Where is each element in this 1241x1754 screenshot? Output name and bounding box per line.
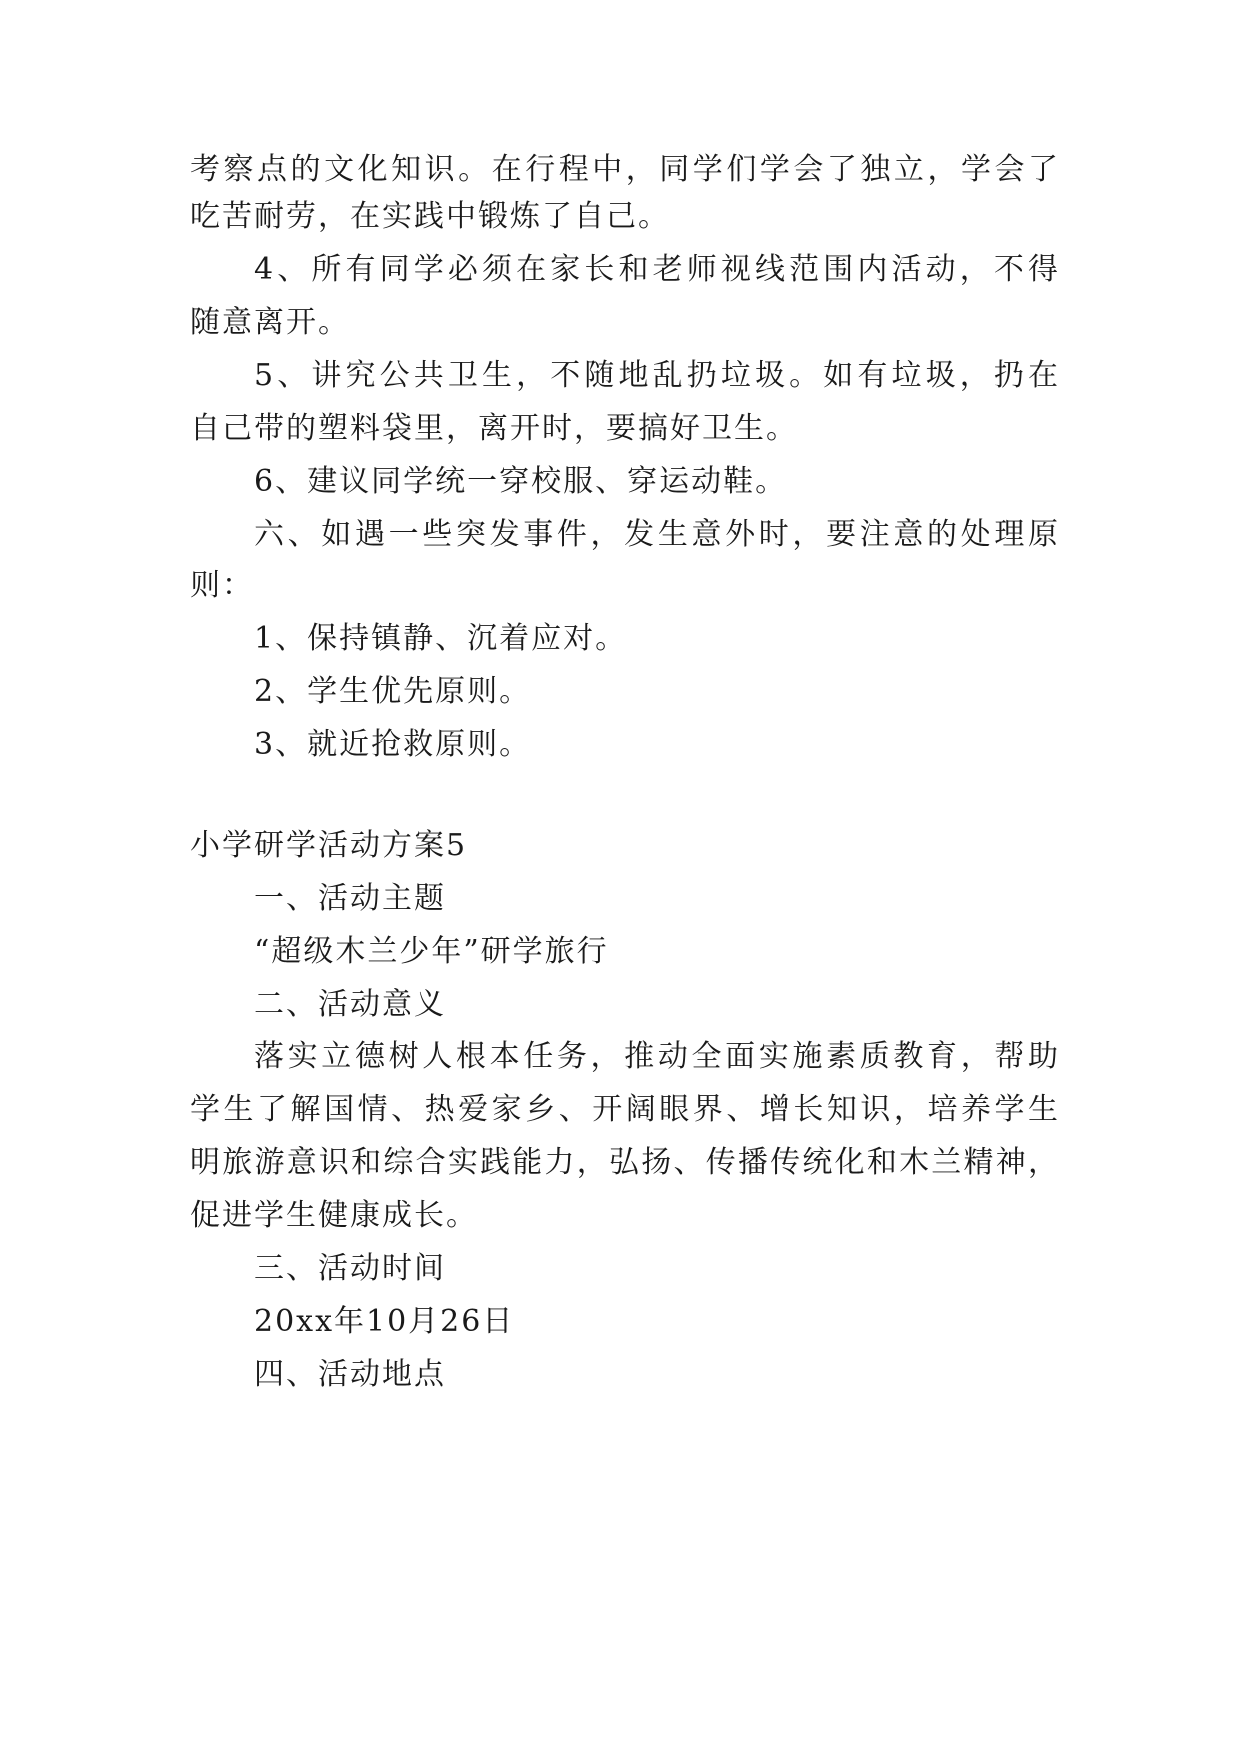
text-line: 明旅游意识和综合实践能力，弘扬、传播传统化和木兰精神， — [190, 1145, 1060, 1180]
text-line: 自己带的塑料袋里，离开时，要搞好卫生。 — [190, 411, 798, 446]
text-line: 吃苦耐劳，在实践中锻炼了自己。 — [190, 199, 670, 234]
text-line: 5、讲究公共卫生，不随地乱扔垃圾。如有垃圾，扔在 — [254, 358, 1060, 393]
text-line: “超级木兰少年”研学旅行 — [254, 934, 609, 969]
text-line: 考察点的文化知识。在行程中，同学们学会了独立，学会了 — [190, 152, 1060, 187]
text-line: 四、活动地点 — [254, 1357, 446, 1392]
text-line: 6、建议同学统一穿校服、穿运动鞋。 — [254, 464, 788, 499]
text-line: 学生了解国情、热爱家乡、开阔眼界、增长知识，培养学生 — [190, 1092, 1060, 1127]
text-line: 二、活动意义 — [254, 987, 446, 1022]
text-line: 落实立德树人根本任务，推动全面实施素质教育，帮助 — [254, 1039, 1060, 1074]
text-line: 一、活动主题 — [254, 881, 446, 916]
text-line: 3、就近抢救原则。 — [254, 727, 532, 762]
text-line: 随意离开。 — [190, 305, 350, 340]
text-line: 则： — [190, 568, 254, 603]
text-line: 2、学生优先原则。 — [254, 674, 532, 709]
section-heading: 小学研学活动方案5 — [190, 828, 468, 863]
text-line: 20xx年10月26日 — [254, 1304, 515, 1339]
text-line: 1、保持镇静、沉着应对。 — [254, 621, 628, 656]
text-line: 4、所有同学必须在家长和老师视线范围内活动，不得 — [254, 252, 1060, 287]
text-line: 促进学生健康成长。 — [190, 1198, 478, 1233]
text-line: 三、活动时间 — [254, 1251, 446, 1286]
text-line: 六、如遇一些突发事件，发生意外时，要注意的处理原 — [254, 517, 1060, 552]
